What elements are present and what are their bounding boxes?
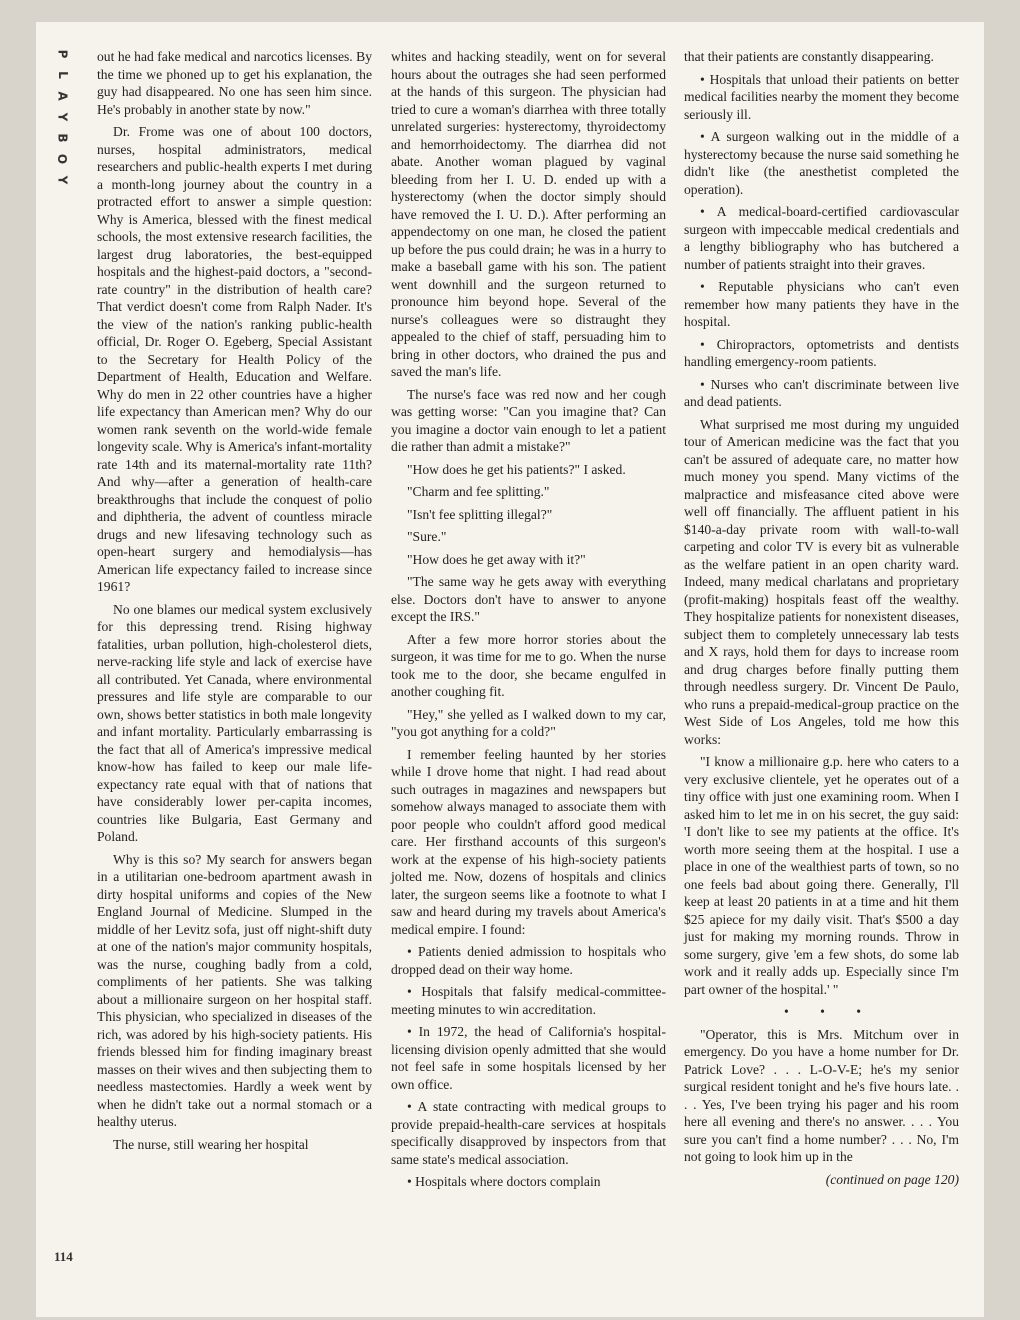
article-column-2 [391, 48, 666, 1196]
magazine-sidebar-title [52, 44, 72, 191]
bullet-item: • A medical-board-certified cardiovascular surgeon with impeccable medical credentials and a lengthy bibliography who has butchered a number of patients straight into their graves. [684, 204, 959, 272]
paragraph: "Isn't fee splitting illegal?" [407, 506, 553, 522]
paragraph: that their patients are constantly disappearing. [684, 49, 934, 64]
paragraph: out he had fake medical and narcotics licenses. By the time we phoned up to get his explanation, the guy had disappeared. No one has seen him since. He's probably in another state by now." [97, 49, 372, 117]
paragraph: "How does he get away with it?" [407, 551, 586, 567]
paragraph: I remember feeling haunted by her stories while I drove home that night. I had read about such outrages in magazines and newspapers but somehow always managed to associate them with poor people who couldn't afford good medical care. Her firsthand accounts of this surgeon's work at the expense of his high-society patients jolted me. Now, dozens of hospitals and clinics later, the surgeon seems like a footnote to what I saw and heard during my travels about America's medical empire. I found: [391, 746, 666, 937]
paragraph: "Charm and fee splitting." [407, 484, 550, 499]
sidebar-letter: A [55, 91, 70, 102]
paragraph: No one blames our medical system exclusively for this depressing trend. Rising highway fatalities, urban pollution, high-cholesterol diets, nerve-racking life style and lack of exercise have all contributed. Yet Canada, where environmental pressures and life style are comparable to our own, shows better statistics in both male longevity and infant mortality. Particularly embarrassing is the fact that all of America's impressive medical know-how has failed to keep our male life-expectancy rate equal with that of nations that have considerably lower per-capita incomes, countries like Bulgaria, East Germany and Poland. [97, 601, 372, 844]
sidebar-letter: Y [55, 112, 70, 123]
sidebar-letter: O [55, 153, 70, 166]
paragraph: Dr. Frome was one of about 100 doctors, nurses, hospital administrators, medical researchers and public-health experts I met during a month-long journey about the country in a protracted effort to answer a simple question: Why is America, blessed with the finest medical schools, the most extensive research facilities, the largest drug laboratories, the best-equipped hospitals and the highest-paid doctors, a "second-rate country" in the distribution of health care? That verdict doesn't come from Ralph Nader. It's the view of the nation's ranking public-health official, Dr. Roger O. Egeberg, Special Assistant to the Secretary for Health Policy of the Department of Health, Education and Welfare. Why do men in 22 other countries have a higher life expectancy than American men? Why do our women rank seventh on the world-wide female longevity scale. Why is America's infant-mortality rate 14th and its maternal-mortality rate 11th? And why—after a generation of health-care breakthroughs that include the conquest of polio and diphtheria, the advent of countless miracle drugs and new lifesaving technology such as open-heart surgery and hemodialysis—has American life expectancy failed to increase since 1961? [97, 124, 372, 594]
paragraph: Why is this so? My search for answers began in a utilitarian one-bedroom apartment awash in dirty hospital uniforms and copies of the New England Journal of Medicine. Slumped in the middle of her Levitz sofa, just off night-shift duty at one of the nation's major community hospitals, was the nurse, coughing badly from a cold, compliments of her patients. She was talking about a millionaire surgeon on her hospital staff. This physician, who specialized in diseases of the rich, was adored by his high-society patients. His friends blessed him for finding imaginary breast masses on their wives and then subjecting them to needless mastectomies. Hardly a week went by when he didn't take out a normal stomach or a healthy uterus. [97, 851, 372, 1129]
article-column-3 [684, 48, 959, 1193]
sidebar-letter: L [55, 71, 70, 80]
paragraph: After a few more horror stories about the surgeon, it was time for me to go. When the nurse took me to the door, she became engulfed in another coughing fit. [391, 631, 666, 699]
sidebar-letter: P [55, 49, 70, 60]
bullet-item: • Hospitals that unload their patients on better medical facilities nearby the moment they become seriously ill. [684, 71, 959, 122]
paragraph: The nurse's face was red now and her cough was getting worse: "Can you imagine that? Can you imagine a doctor vain enough to let a patient die rather than admit a mistake?" [391, 386, 666, 454]
quote-paragraph: "I know a millionaire g.p. here who caters to a very exclusive clientele, yet he operates out of a tiny office with just one examining room. When I asked him to let me in on his secret, the guy said: 'I don't like to see my patients at the office. It's worth more seeing them at the hospital. I use a place in one of the wealthiest parts of town, so no one feels bad about going there. Generally, I'll keep at least 20 patients in at a time and hit them $25 apiece for my daily visit. That's $500 a day just for making my morning rounds. Throw in some surgery, give 'em a few shots, do some lab work and it really adds up. Especially since I'm part owner of the hospital.' " [684, 754, 959, 997]
continued-on-link[interactable]: (continued on page 120) [825, 1171, 959, 1187]
bullet-item: • Patients denied admission to hospitals who dropped dead on their way home. [391, 944, 666, 977]
paragraph: "The same way he gets away with everything else. Doctors don't have to answer to anyone except the IRS." [391, 574, 666, 624]
section-separator: • • • [783, 1004, 876, 1019]
paragraph: "Sure." [407, 529, 447, 544]
bullet-item: • Chiropractors, optometrists and dentists handling emergency-room patients. [684, 336, 959, 369]
paragraph: whites and hacking steadily, went on for several hours about the outrages she had seen performed at the hands of this surgeon. The physician had tried to cure a woman's diarrhea with three totally unrelated surgeries: hysterectomy, thyroidectomy and hemorrhoidectomy. The diarrhea did not abate. Another woman plagued by vaginal bleeding from her I. U. D. ended up with a hysterectomy (when the doctor simply should have removed the I. U. D.). After performing an appendectomy on one man, he closed the patient up before the pus could drain; he was in a hurry to make a baseball game with his son. The patient went downhill and the surgeon returned to pronounce him beyond hope. Several of the nurse's colleagues were so distraught they appealed to the chief of staff, persuading him to bring in other doctors, who drained the pus and saved the man's life. [391, 49, 666, 379]
bullet-item: • In 1972, the head of California's hospital-licensing division openly admitted that she would not feel safe in some hospitals licensed by her own office. [391, 1024, 666, 1092]
bullet-item: • A state contracting with medical groups to provide prepaid-health-care services at hospitals specifically disapproved by inspectors from that same state's medical association. [391, 1099, 666, 1167]
article-column-1 [97, 48, 372, 1158]
page-number: 114 [54, 1249, 73, 1264]
paragraph: "Operator, this is Mrs. Mitchum over in emergency. Do you have a home number for Dr. Patrick Love? . . . L-O-V-E; he's my senior surgical resident tonight and he's five hours late. . . . Yes, I've been trying his pager and his room here all evening and there's no answer. . . . You sure you can't find a home number? . . . No, I'm not going to look him up in the [684, 1026, 959, 1164]
bullet-item: • Hospitals that falsify medical-committee-meeting minutes to win accreditation. [391, 984, 666, 1017]
bullet-item: • A surgeon walking out in the middle of a hysterectomy because the nurse said something he didn't like (the anesthetist completed the operation). [684, 129, 959, 197]
bullet-item: • Reputable physicians who can't even remember how many patients they have in the hospital. [684, 279, 959, 329]
paragraph: "Hey," she yelled as I walked down to my car, "you got anything for a cold?" [391, 706, 666, 739]
paragraph: The nurse, still wearing her hospital [113, 1136, 309, 1152]
bullet-item: • Hospitals where doctors complain [407, 1174, 601, 1189]
paragraph: "How does he get his patients?" I asked. [407, 461, 626, 477]
paragraph: What surprised me most during my unguided tour of American medicine was the fact that you can't be assured of adequate care, no matter how much money you spend. Many victims of the malpractice and misfeasance cited above were well off financially. The affluent patient in his $140-a-day private room with wall-to-wall carpeting and color TV is every bit as vulnerable as the welfare patient in an open charity ward. Indeed, many medical charlatans and proprietary (profit-making) hospitals feast off the wealthy. They hospitalize patients for nonexistent diseases, subject them to completely unnecessary lab tests and X rays, hold them for days to increase room and drug charges before finally putting them through needless surgery. Dr. Vincent De Paulo, who runs a prepaid-medical-group practice on the West Side of Los Angeles, told me how this works: [684, 416, 959, 747]
sidebar-letter: B [55, 133, 70, 144]
sidebar-letter: Y [55, 175, 70, 186]
bullet-item: • Nurses who can't discriminate between live and dead patients. [684, 376, 959, 409]
